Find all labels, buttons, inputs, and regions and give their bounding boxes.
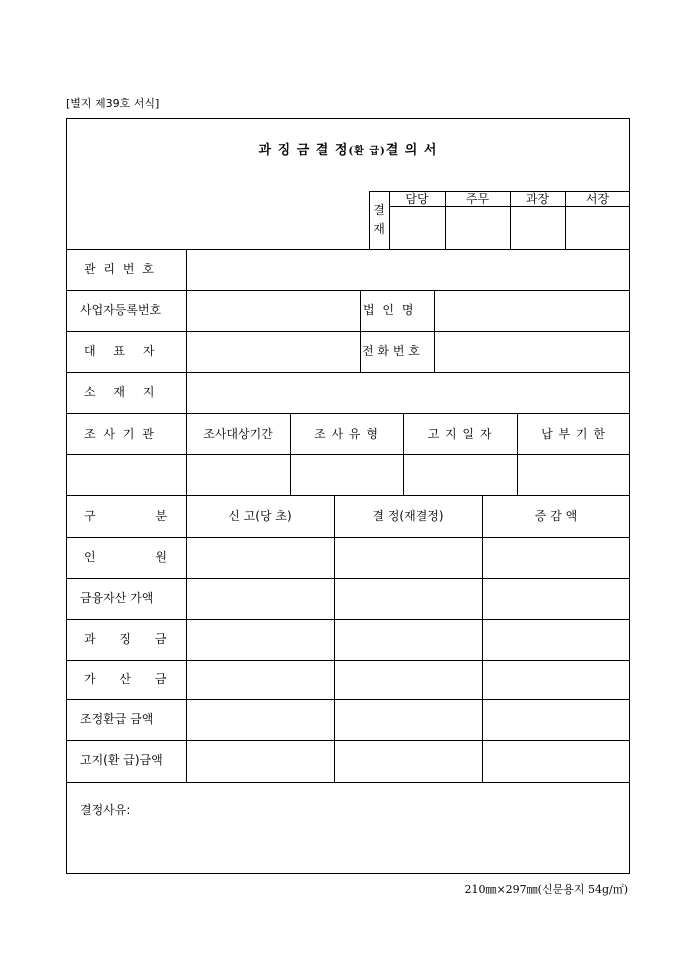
- due-date-field[interactable]: [518, 455, 629, 494]
- row-label-penalty: 과 징 금: [84, 632, 167, 646]
- reported-column-cells[interactable]: [187, 538, 333, 781]
- label-investigation-agency: 조 사 기 관: [84, 427, 156, 441]
- label-category: 구 분: [84, 509, 167, 523]
- label-management-no: 관 리 번 호: [84, 262, 156, 276]
- change-column-cells[interactable]: [483, 538, 629, 781]
- approval-sign-staff[interactable]: [390, 207, 444, 248]
- approval-col-section: 과장: [525, 192, 550, 206]
- form-title: [66, 144, 630, 159]
- decision-reason-field[interactable]: [67, 820, 629, 872]
- row-label-adjusted-refund: 조정환급 금액: [80, 712, 154, 726]
- label-decision-redecision: 결 정(재결정): [372, 509, 444, 523]
- location-field[interactable]: [187, 373, 629, 412]
- label-corp-name: 법 인 명: [363, 303, 416, 317]
- row-label-persons: 인 원: [84, 550, 167, 564]
- approval-label-top: 결: [373, 203, 385, 217]
- row-label-additional-charge: 가 산 금: [84, 672, 167, 686]
- row-label-notice-refund-amount: 고지(환 급)금액: [80, 753, 163, 767]
- approval-label-bottom: 재: [373, 222, 385, 236]
- notice-date-field[interactable]: [404, 455, 516, 494]
- label-investigation-type: 조 사 유 형: [314, 427, 379, 441]
- label-representative: 대 표 자: [84, 344, 155, 358]
- title-main: 과 징 금 결 정: [258, 143, 349, 158]
- representative-field[interactable]: [187, 332, 359, 371]
- label-change-amount: 증 감 액: [534, 509, 578, 523]
- label-notice-date: 고 지 일 자: [427, 427, 493, 441]
- investigation-type-field[interactable]: [291, 455, 402, 494]
- decision-column-cells[interactable]: [335, 538, 481, 781]
- row-label-financial-assets: 금융자산 가액: [80, 591, 154, 605]
- label-decision-reason: 결정사유:: [80, 803, 131, 817]
- label-location: 소 재 지: [84, 385, 155, 399]
- approval-col-staff: 담당: [405, 192, 429, 206]
- management-no-field[interactable]: [187, 250, 629, 289]
- approval-sign-chief[interactable]: [446, 207, 509, 248]
- approval-col-director: 서장: [585, 192, 610, 206]
- phone-field[interactable]: [435, 332, 629, 371]
- business-reg-no-field[interactable]: [187, 291, 359, 330]
- investigation-period-field[interactable]: [187, 455, 289, 494]
- label-reported-original: 신 고(당 초): [228, 509, 292, 523]
- label-investigation-period: 조사대상기간: [203, 427, 273, 441]
- label-phone: 전 화 번 호: [362, 344, 420, 358]
- title-paren: (환 급): [348, 146, 386, 157]
- label-due-date: 납 부 기 한: [541, 427, 606, 441]
- paper-spec-footer: 210㎜×297㎜(신문용지 54g/㎡): [464, 883, 628, 896]
- approval-col-chief: 주무: [465, 192, 490, 206]
- approval-sign-director[interactable]: [566, 207, 629, 248]
- corp-name-field[interactable]: [435, 291, 629, 330]
- title-tail: 결 의 서: [385, 143, 438, 158]
- approval-sign-section[interactable]: [511, 207, 564, 248]
- form-number-label: [별지 제39호 서식]: [66, 97, 160, 110]
- label-business-reg-no: 사업자등록번호: [80, 303, 162, 317]
- investigation-agency-field[interactable]: [67, 455, 185, 494]
